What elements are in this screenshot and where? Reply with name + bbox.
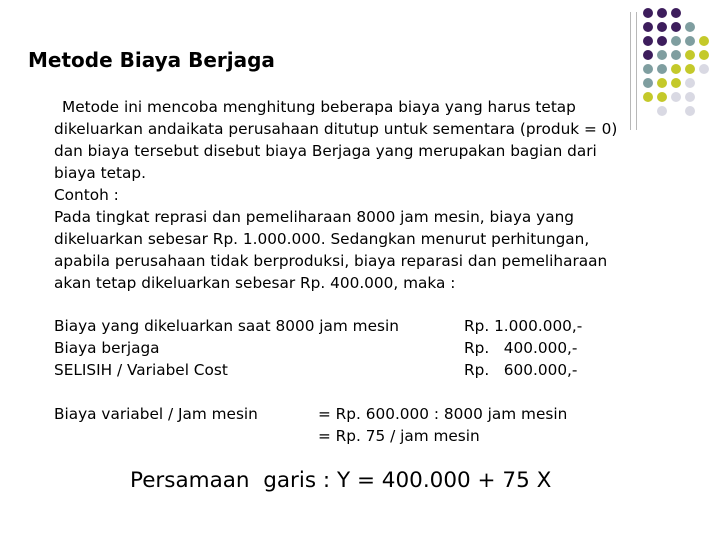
- paragraph-line: Contoh :: [54, 186, 119, 204]
- decorative-dot: [671, 8, 681, 18]
- decorative-dot: [643, 22, 653, 32]
- decorative-dot: [699, 50, 709, 60]
- decorative-dot: [643, 36, 653, 46]
- decorative-dot: [657, 22, 667, 32]
- paragraph-line: dikeluarkan andaikata perusahaan ditutup untuk sementara (produk = 0): [54, 120, 618, 138]
- decorative-dot: [657, 64, 667, 74]
- cost-table-label: Biaya berjaga: [54, 339, 160, 357]
- decorative-dot: [643, 50, 653, 60]
- variable-cost-label: Biaya variabel / Jam mesin: [54, 405, 258, 423]
- decorative-dot: [685, 78, 695, 88]
- decorative-dot: [657, 106, 667, 116]
- decorative-dot: [685, 36, 695, 46]
- cost-table-label: Biaya yang dikeluarkan saat 8000 jam mesin: [54, 317, 399, 335]
- paragraph-line: dan biaya tersebut disebut biaya Berjaga yang merupakan bagian dari: [54, 142, 597, 160]
- decorative-dot: [657, 92, 667, 102]
- decorative-dot: [643, 78, 653, 88]
- variable-cost-line: = Rp. 75 / jam mesin: [318, 427, 480, 445]
- decorative-dot: [657, 50, 667, 60]
- cost-table-value: Rp. 600.000,-: [464, 361, 578, 379]
- cost-table-label: SELISIH / Variabel Cost: [54, 361, 228, 379]
- cost-table-value: Rp. 400.000,-: [464, 339, 578, 357]
- decorative-dot: [657, 36, 667, 46]
- paragraph-line: Pada tingkat reprasi dan pemeliharaan 8000 jam mesin, biaya yang: [54, 208, 574, 226]
- decorative-dot: [685, 50, 695, 60]
- decorative-dot: [685, 106, 695, 116]
- decorative-dot: [671, 92, 681, 102]
- decorative-line: [630, 12, 631, 130]
- decorative-dot: [657, 8, 667, 18]
- decorative-dot: [671, 78, 681, 88]
- decorative-dot: [671, 22, 681, 32]
- decorative-dot: [657, 78, 667, 88]
- paragraph-line: akan tetap dikeluarkan sebesar Rp. 400.000, maka :: [54, 274, 456, 292]
- decorative-dot: [671, 36, 681, 46]
- decorative-dot: [685, 64, 695, 74]
- decorative-dot: [699, 64, 709, 74]
- slide-title: Metode Biaya Berjaga: [28, 48, 275, 72]
- decorative-dot: [671, 64, 681, 74]
- paragraph-line: biaya tetap.: [54, 164, 146, 182]
- paragraph-line: dikeluarkan sebesar Rp. 1.000.000. Sedangkan menurut perhitungan,: [54, 230, 590, 248]
- decorative-dot: [671, 50, 681, 60]
- decorative-dot: [643, 92, 653, 102]
- decorative-line: [636, 12, 637, 130]
- decorative-dot: [643, 8, 653, 18]
- decorative-dot: [685, 92, 695, 102]
- decorative-dot: [685, 22, 695, 32]
- decorative-dot: [643, 64, 653, 74]
- cost-table-value: Rp. 1.000.000,-: [464, 317, 583, 335]
- line-equation: Persamaan garis : Y = 400.000 + 75 X: [130, 468, 552, 493]
- paragraph-line: apabila perusahaan tidak berproduksi, biaya reparasi dan pemeliharaan: [54, 252, 608, 270]
- decorative-dot-grid: [643, 8, 728, 123]
- paragraph-line: Metode ini mencoba menghitung beberapa biaya yang harus tetap: [62, 98, 576, 116]
- decorative-dot: [699, 36, 709, 46]
- variable-cost-line: = Rp. 600.000 : 8000 jam mesin: [318, 405, 568, 423]
